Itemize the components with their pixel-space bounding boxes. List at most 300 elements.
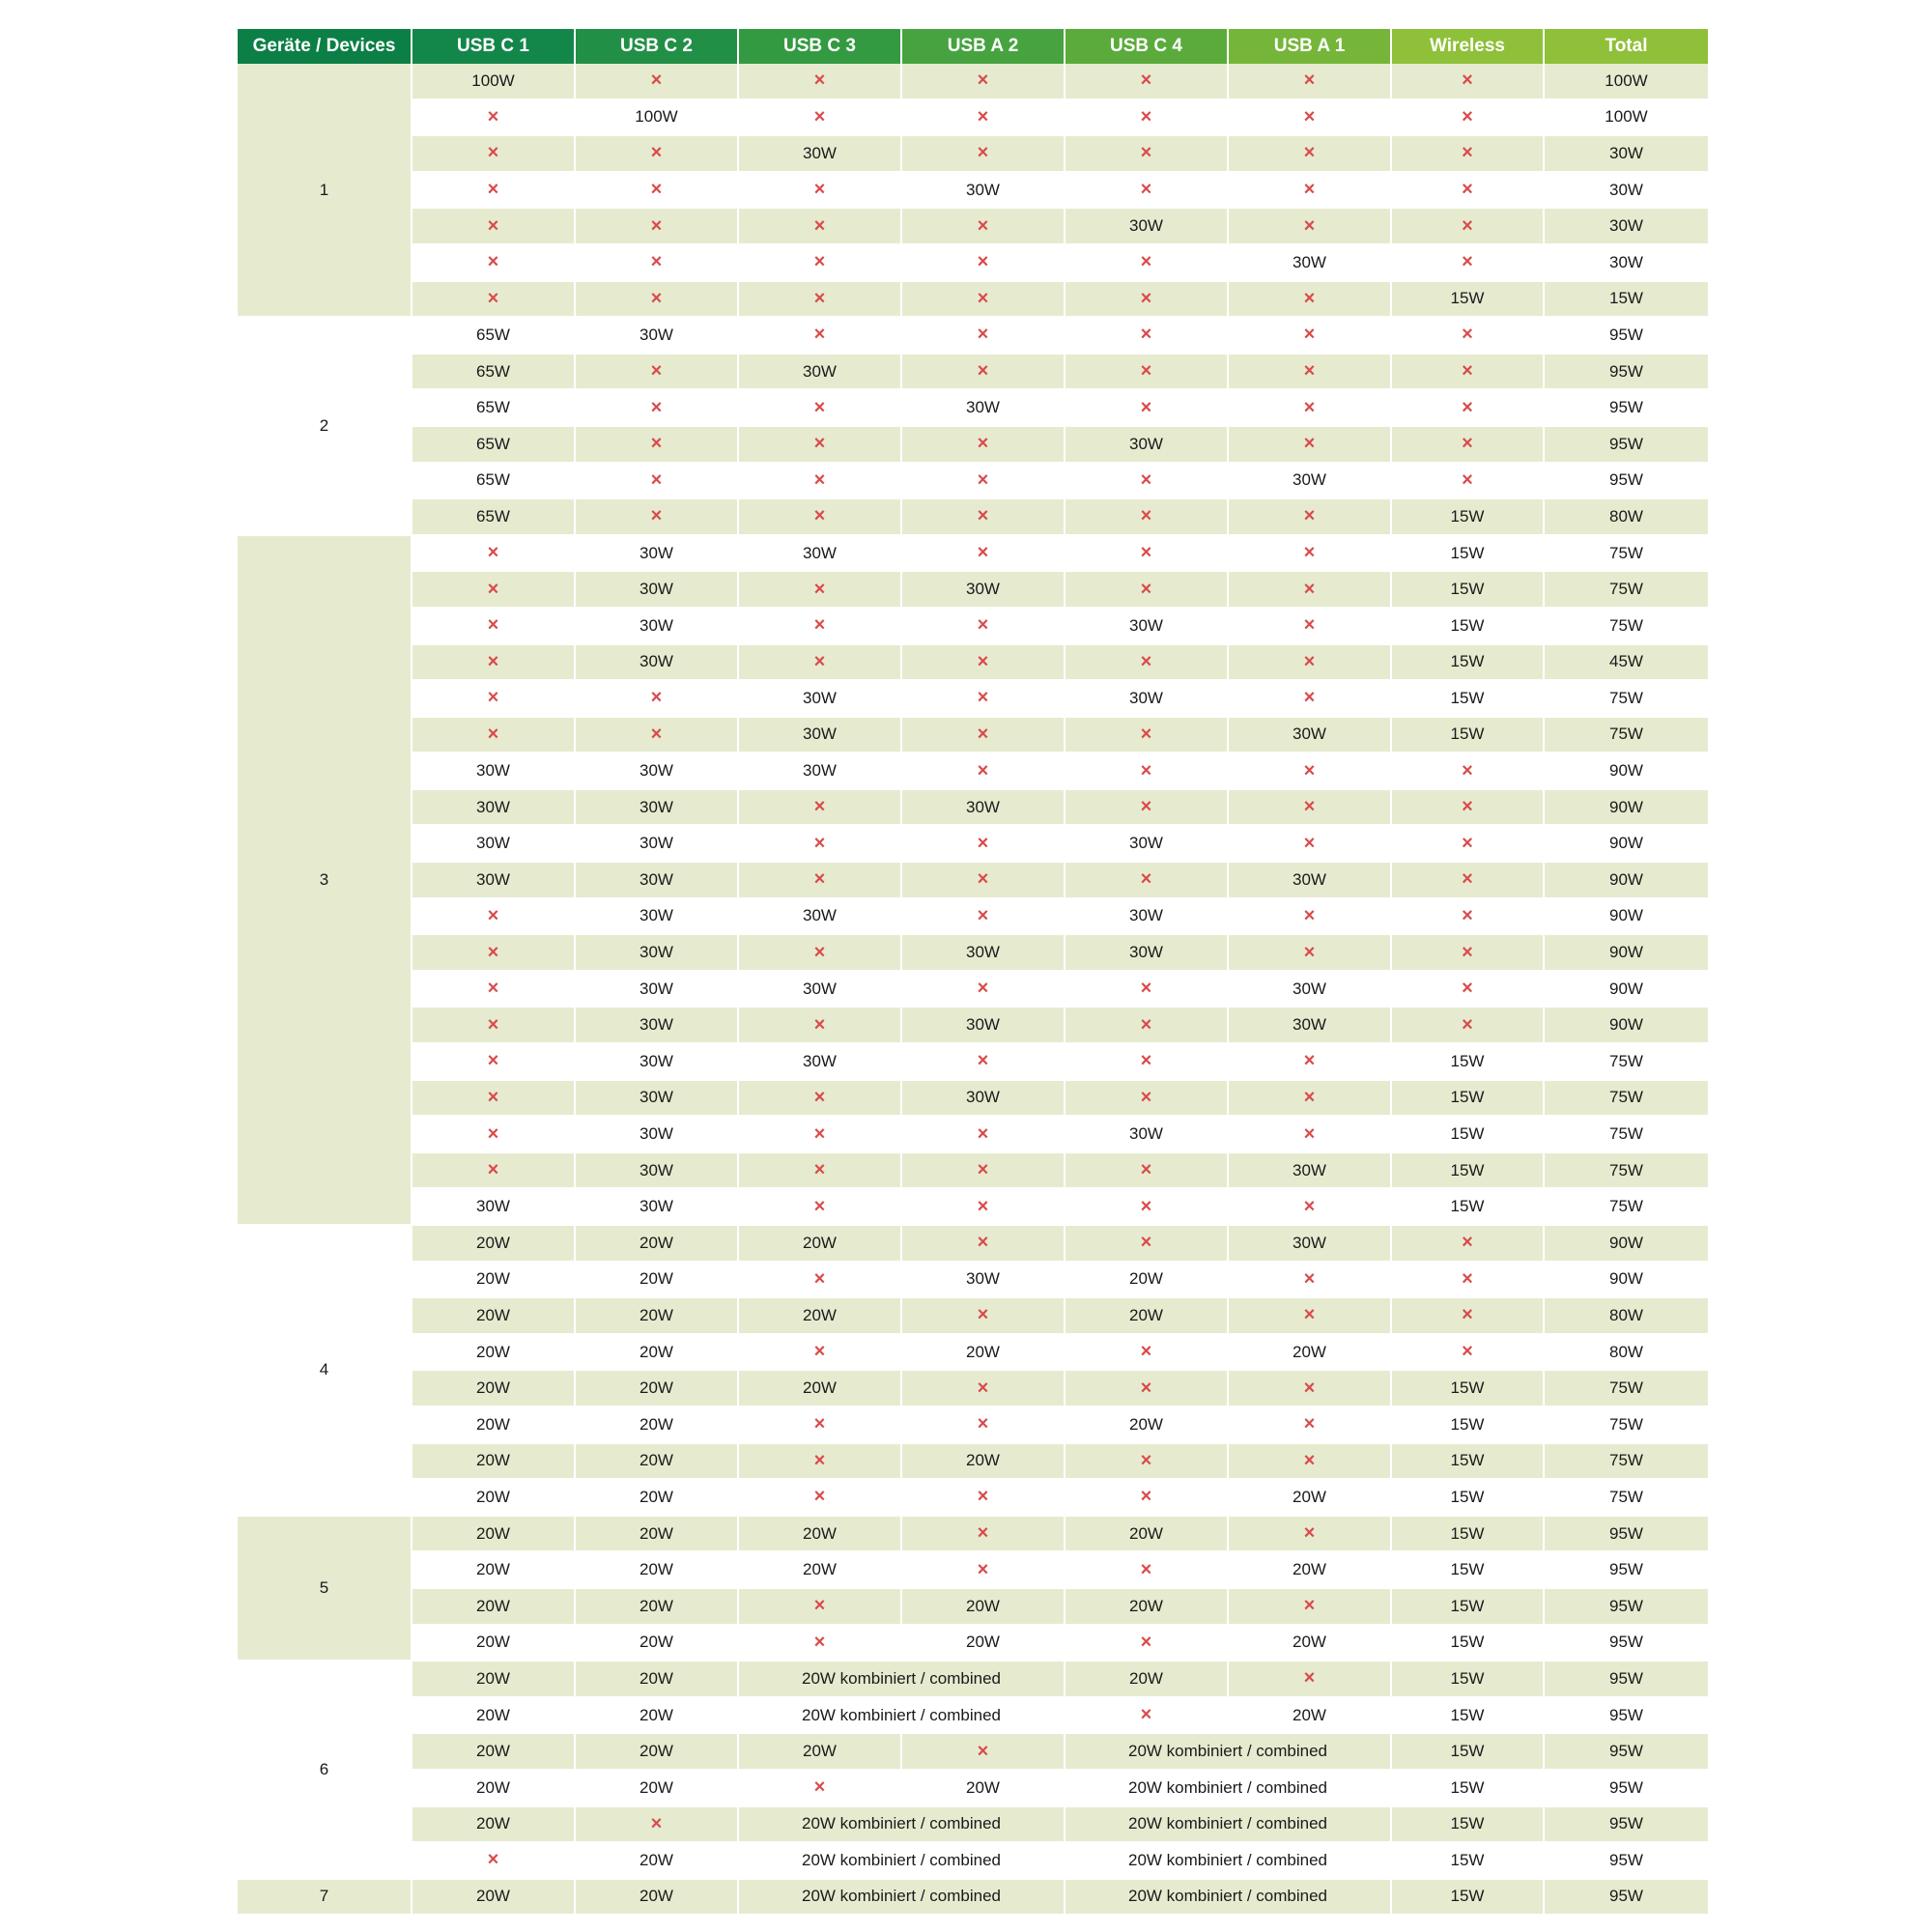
unavailable-cell (1065, 100, 1229, 137)
port-power-cell: 30W (739, 718, 902, 754)
x-icon: × (1303, 1304, 1316, 1326)
port-power-cell: 15W (1392, 609, 1545, 645)
port-power-cell: 20W (576, 1589, 739, 1626)
unavailable-cell (739, 1771, 902, 1807)
x-icon: × (813, 650, 826, 672)
port-power-cell: 20W (739, 1298, 902, 1335)
unavailable-cell (1229, 536, 1392, 573)
port-power-cell: 30W (1065, 935, 1229, 972)
port-power-cell: 30W (576, 863, 739, 899)
table-row (238, 1880, 1708, 1917)
x-icon: × (1462, 70, 1473, 92)
port-power-cell: 30W (576, 1189, 739, 1226)
x-icon: × (813, 251, 826, 273)
table-row (238, 1517, 1708, 1553)
unavailable-cell (1065, 464, 1229, 500)
x-icon: × (487, 723, 499, 745)
x-icon: × (813, 832, 826, 854)
unavailable-cell (902, 972, 1065, 1009)
table-row (238, 282, 1708, 319)
x-icon: × (487, 687, 499, 709)
unavailable-cell (739, 790, 902, 827)
port-power-cell: 30W (1229, 245, 1392, 282)
port-power-cell: 30W (576, 790, 739, 827)
port-power-cell: 20W (576, 1298, 739, 1335)
total-power-cell: 95W (1545, 390, 1708, 427)
port-power-cell: 30W (576, 609, 739, 645)
x-icon: × (650, 179, 663, 201)
unavailable-cell (902, 318, 1065, 355)
unavailable-cell (1229, 1044, 1392, 1081)
table-row (238, 390, 1708, 427)
port-power-cell: 30W (412, 1189, 576, 1226)
x-icon: × (813, 1122, 826, 1145)
port-power-cell: 15W (1392, 536, 1545, 573)
port-power-cell: 30W (902, 572, 1065, 609)
unavailable-cell (1392, 1226, 1545, 1263)
total-power-cell: 80W (1545, 499, 1708, 536)
port-power-cell: 65W (412, 464, 576, 500)
unavailable-cell (739, 100, 902, 137)
unavailable-cell (412, 209, 576, 245)
x-icon: × (1140, 469, 1152, 491)
total-power-cell: 95W (1545, 1589, 1708, 1626)
column-header-devices: Geräte / Devices (238, 29, 412, 64)
unavailable-cell (1065, 499, 1229, 536)
unavailable-cell (902, 1517, 1065, 1553)
unavailable-cell (412, 681, 576, 718)
port-power-cell: 20W (412, 1880, 576, 1917)
table-row (238, 1480, 1708, 1517)
total-power-cell: 75W (1545, 1117, 1708, 1153)
unavailable-cell (1065, 64, 1229, 100)
table-row (238, 1626, 1708, 1662)
port-power-cell: 30W (412, 790, 576, 827)
unavailable-cell (902, 753, 1065, 790)
x-icon: × (977, 614, 989, 637)
unavailable-cell (412, 100, 576, 137)
x-icon: × (1140, 1704, 1152, 1726)
unavailable-cell (739, 1407, 902, 1444)
x-icon: × (977, 360, 989, 383)
port-power-cell: 20W (412, 1662, 576, 1698)
unavailable-cell (1392, 427, 1545, 464)
unavailable-cell (739, 1263, 902, 1299)
x-icon: × (487, 542, 499, 564)
port-power-cell: 20W (902, 1589, 1065, 1626)
x-icon: × (650, 360, 663, 383)
unavailable-cell (576, 64, 739, 100)
unavailable-cell (1229, 282, 1392, 319)
port-power-cell: 30W (576, 318, 739, 355)
table-row (238, 1589, 1708, 1626)
x-icon: × (650, 1812, 663, 1834)
total-power-cell: 75W (1545, 681, 1708, 718)
table-row (238, 572, 1708, 609)
table-row (238, 464, 1708, 500)
unavailable-cell (1392, 209, 1545, 245)
x-icon: × (977, 650, 989, 672)
x-icon: × (1303, 759, 1316, 781)
unavailable-cell (739, 1626, 902, 1662)
x-icon: × (813, 396, 826, 418)
unavailable-cell (1392, 1298, 1545, 1335)
x-icon: × (650, 469, 663, 491)
x-icon: × (650, 505, 663, 527)
total-power-cell: 90W (1545, 753, 1708, 790)
unavailable-cell (902, 1552, 1065, 1589)
port-power-cell: 30W (576, 935, 739, 972)
port-power-cell: 30W (739, 1044, 902, 1081)
table-row (238, 753, 1708, 790)
x-icon: × (977, 1486, 989, 1508)
x-icon: × (813, 1413, 826, 1435)
unavailable-cell (1392, 64, 1545, 100)
port-power-cell: 30W (412, 826, 576, 863)
unavailable-cell (902, 1480, 1065, 1517)
port-power-cell: 15W (1392, 1771, 1545, 1807)
port-power-cell: 30W (1065, 427, 1229, 464)
unavailable-cell (1065, 390, 1229, 427)
port-power-cell: 20W kombiniert / combined (1065, 1843, 1392, 1880)
x-icon: × (1303, 214, 1316, 237)
x-icon: × (487, 650, 499, 672)
x-icon: × (1140, 723, 1152, 745)
x-icon: × (977, 1522, 989, 1545)
x-icon: × (1462, 1341, 1473, 1363)
port-power-cell: 20W (412, 1771, 576, 1807)
unavailable-cell (412, 1843, 576, 1880)
unavailable-cell (739, 282, 902, 319)
unavailable-cell (412, 972, 576, 1009)
port-power-cell: 20W (1229, 1698, 1392, 1735)
port-power-cell: 20W (902, 1626, 1065, 1662)
total-power-cell: 95W (1545, 1517, 1708, 1553)
unavailable-cell (412, 1117, 576, 1153)
total-power-cell: 75W (1545, 609, 1708, 645)
port-power-cell: 20W kombiniert / combined (1065, 1771, 1392, 1807)
unavailable-cell (1229, 935, 1392, 972)
unavailable-cell (1229, 572, 1392, 609)
total-power-cell: 90W (1545, 1263, 1708, 1299)
total-power-cell: 100W (1545, 64, 1708, 100)
unavailable-cell (1229, 1081, 1392, 1118)
unavailable-cell (1065, 1626, 1229, 1662)
port-power-cell: 15W (1392, 1444, 1545, 1481)
total-power-cell: 90W (1545, 935, 1708, 972)
port-power-cell: 65W (412, 427, 576, 464)
port-power-cell: 20W (576, 1263, 739, 1299)
x-icon: × (1303, 1522, 1316, 1545)
x-icon: × (487, 1050, 499, 1072)
total-power-cell: 90W (1545, 1226, 1708, 1263)
port-power-cell: 30W (739, 753, 902, 790)
total-power-cell: 95W (1545, 1880, 1708, 1917)
table-row (238, 972, 1708, 1009)
unavailable-cell (1392, 1008, 1545, 1044)
x-icon: × (977, 469, 989, 491)
x-icon: × (1462, 941, 1473, 963)
x-icon: × (650, 214, 663, 237)
port-power-cell: 20W (412, 1552, 576, 1589)
table-row (238, 1807, 1708, 1844)
x-icon: × (487, 214, 499, 237)
x-icon: × (1462, 360, 1473, 383)
x-icon: × (1140, 1449, 1152, 1471)
port-power-cell: 20W (1229, 1480, 1392, 1517)
port-power-cell: 30W (1229, 1153, 1392, 1190)
unavailable-cell (739, 245, 902, 282)
unavailable-cell (1065, 790, 1229, 827)
x-icon: × (1303, 324, 1316, 346)
unavailable-cell (1065, 718, 1229, 754)
x-icon: × (1140, 505, 1152, 527)
x-icon: × (1303, 1267, 1316, 1290)
x-icon: × (813, 796, 826, 818)
port-power-cell: 20W (739, 1552, 902, 1589)
unavailable-cell (1065, 245, 1229, 282)
x-icon: × (487, 105, 499, 128)
unavailable-cell (739, 318, 902, 355)
port-power-cell: 20W kombiniert / combined (1065, 1880, 1392, 1917)
port-power-cell: 30W (1065, 899, 1229, 936)
port-power-cell: 15W (1392, 645, 1545, 682)
unavailable-cell (1229, 609, 1392, 645)
x-icon: × (813, 1086, 826, 1108)
x-icon: × (1140, 578, 1152, 600)
x-icon: × (487, 941, 499, 963)
unavailable-cell (1065, 1552, 1229, 1589)
x-icon: × (1462, 759, 1473, 781)
table-row (238, 1662, 1708, 1698)
x-icon: × (1462, 324, 1473, 346)
table-row (238, 1407, 1708, 1444)
table-body (238, 64, 1708, 1916)
unavailable-cell (1065, 282, 1229, 319)
port-power-cell: 20W (412, 1407, 576, 1444)
x-icon: × (1140, 287, 1152, 309)
unavailable-cell (412, 645, 576, 682)
x-icon: × (487, 1849, 499, 1871)
unavailable-cell (1065, 972, 1229, 1009)
unavailable-cell (1229, 1189, 1392, 1226)
unavailable-cell (1229, 318, 1392, 355)
table-row (238, 1298, 1708, 1335)
unavailable-cell (412, 536, 576, 573)
table-row (238, 1843, 1708, 1880)
port-power-cell: 20W (412, 1226, 576, 1263)
x-icon: × (977, 433, 989, 455)
port-power-cell: 30W (902, 390, 1065, 427)
x-icon: × (977, 978, 989, 1000)
x-icon: × (1303, 287, 1316, 309)
port-power-cell: 20W (412, 1263, 576, 1299)
port-power-cell: 20W kombiniert / combined (739, 1807, 1065, 1844)
x-icon: × (1140, 396, 1152, 418)
unavailable-cell (1392, 355, 1545, 391)
port-power-cell: 30W (902, 1263, 1065, 1299)
port-power-cell: 15W (1392, 718, 1545, 754)
x-icon: × (1462, 433, 1473, 455)
port-power-cell: 30W (576, 899, 739, 936)
port-power-cell: 65W (412, 499, 576, 536)
unavailable-cell (902, 1226, 1065, 1263)
port-power-cell: 15W (1392, 1807, 1545, 1844)
device-count-cell: 6 (238, 1662, 412, 1880)
unavailable-cell (576, 1807, 739, 1844)
unavailable-cell (1392, 899, 1545, 936)
x-icon: × (1303, 433, 1316, 455)
total-power-cell: 90W (1545, 863, 1708, 899)
x-icon: × (813, 324, 826, 346)
unavailable-cell (412, 173, 576, 210)
total-power-cell: 80W (1545, 1298, 1708, 1335)
unavailable-cell (412, 1153, 576, 1190)
x-icon: × (813, 1013, 826, 1036)
unavailable-cell (1065, 318, 1229, 355)
total-power-cell: 95W (1545, 1552, 1708, 1589)
x-icon: × (1462, 1304, 1473, 1326)
port-power-cell: 30W (1229, 1226, 1392, 1263)
unavailable-cell (1065, 1226, 1229, 1263)
x-icon: × (813, 505, 826, 527)
unavailable-cell (739, 863, 902, 899)
x-icon: × (813, 214, 826, 237)
x-icon: × (1303, 796, 1316, 818)
port-power-cell: 20W (576, 1698, 739, 1735)
port-power-cell: 30W (902, 935, 1065, 972)
unavailable-cell (1392, 1263, 1545, 1299)
unavailable-cell (1065, 1044, 1229, 1081)
x-icon: × (1303, 142, 1316, 164)
column-header-usb-a-1: USB A 1 (1229, 29, 1392, 64)
unavailable-cell (1229, 1371, 1392, 1407)
unavailable-cell (902, 464, 1065, 500)
unavailable-cell (412, 935, 576, 972)
unavailable-cell (1392, 245, 1545, 282)
port-power-cell: 100W (412, 64, 576, 100)
unavailable-cell (412, 282, 576, 319)
table-row (238, 1444, 1708, 1481)
x-icon: × (1462, 179, 1473, 201)
unavailable-cell (576, 681, 739, 718)
unavailable-cell (739, 390, 902, 427)
total-power-cell: 30W (1545, 245, 1708, 282)
table-row (238, 790, 1708, 827)
x-icon: × (1140, 324, 1152, 346)
x-icon: × (1303, 1667, 1316, 1690)
unavailable-cell (739, 209, 902, 245)
port-power-cell: 100W (576, 100, 739, 137)
x-icon: × (1303, 1122, 1316, 1145)
table-row (238, 318, 1708, 355)
x-icon: × (977, 70, 989, 92)
x-icon: × (813, 105, 826, 128)
port-power-cell: 20W (576, 1517, 739, 1553)
unavailable-cell (1065, 1698, 1229, 1735)
total-power-cell: 95W (1545, 1662, 1708, 1698)
unavailable-cell (1065, 1008, 1229, 1044)
unavailable-cell (1065, 1444, 1229, 1481)
unavailable-cell (739, 64, 902, 100)
x-icon: × (1140, 1159, 1152, 1181)
total-power-cell: 90W (1545, 826, 1708, 863)
table-row (238, 681, 1708, 718)
unavailable-cell (576, 390, 739, 427)
x-icon: × (1140, 142, 1152, 164)
table-row (238, 1189, 1708, 1226)
unavailable-cell (1065, 1081, 1229, 1118)
column-header-usb-c-1: USB C 1 (412, 29, 576, 64)
unavailable-cell (1065, 863, 1229, 899)
x-icon: × (977, 904, 989, 926)
table-row (238, 1734, 1708, 1771)
unavailable-cell (739, 1335, 902, 1372)
total-power-cell: 30W (1545, 209, 1708, 245)
x-icon: × (1462, 214, 1473, 237)
table-row (238, 826, 1708, 863)
x-icon: × (487, 251, 499, 273)
unavailable-cell (902, 64, 1065, 100)
port-power-cell: 30W (902, 1081, 1065, 1118)
port-power-cell: 20W (576, 1626, 739, 1662)
unavailable-cell (739, 1081, 902, 1118)
device-count-cell: 5 (238, 1517, 412, 1662)
total-power-cell: 75W (1545, 536, 1708, 573)
port-power-cell: 20W (1065, 1517, 1229, 1553)
unavailable-cell (739, 173, 902, 210)
x-icon: × (1462, 832, 1473, 854)
x-icon: × (1303, 650, 1316, 672)
port-power-cell: 30W (739, 972, 902, 1009)
port-power-cell: 15W (1392, 499, 1545, 536)
port-power-cell: 20W (412, 1335, 576, 1372)
total-power-cell: 95W (1545, 1734, 1708, 1771)
unavailable-cell (1392, 863, 1545, 899)
unavailable-cell (1229, 1517, 1392, 1553)
port-power-cell: 30W (576, 972, 739, 1009)
unavailable-cell (1229, 355, 1392, 391)
port-power-cell: 30W (576, 572, 739, 609)
port-power-cell: 20W (1229, 1552, 1392, 1589)
unavailable-cell (1392, 1335, 1545, 1372)
unavailable-cell (739, 427, 902, 464)
x-icon: × (1303, 179, 1316, 201)
port-power-cell: 20W kombiniert / combined (739, 1662, 1065, 1698)
x-icon: × (1140, 70, 1152, 92)
table-row (238, 645, 1708, 682)
unavailable-cell (576, 245, 739, 282)
port-power-cell: 30W (902, 790, 1065, 827)
unavailable-cell (412, 1044, 576, 1081)
column-header-usb-c-3: USB C 3 (739, 29, 902, 64)
x-icon: × (813, 469, 826, 491)
x-icon: × (1303, 1413, 1316, 1435)
port-power-cell: 15W (1392, 1153, 1545, 1190)
x-icon: × (487, 614, 499, 637)
x-icon: × (977, 1050, 989, 1072)
unavailable-cell (1065, 1371, 1229, 1407)
unavailable-cell (1065, 173, 1229, 210)
total-power-cell: 90W (1545, 899, 1708, 936)
unavailable-cell (1392, 790, 1545, 827)
device-count-cell: 7 (238, 1880, 412, 1917)
port-power-cell: 20W (1229, 1335, 1392, 1372)
unavailable-cell (576, 355, 739, 391)
x-icon: × (1462, 142, 1473, 164)
x-icon: × (1303, 687, 1316, 709)
unavailable-cell (739, 1153, 902, 1190)
